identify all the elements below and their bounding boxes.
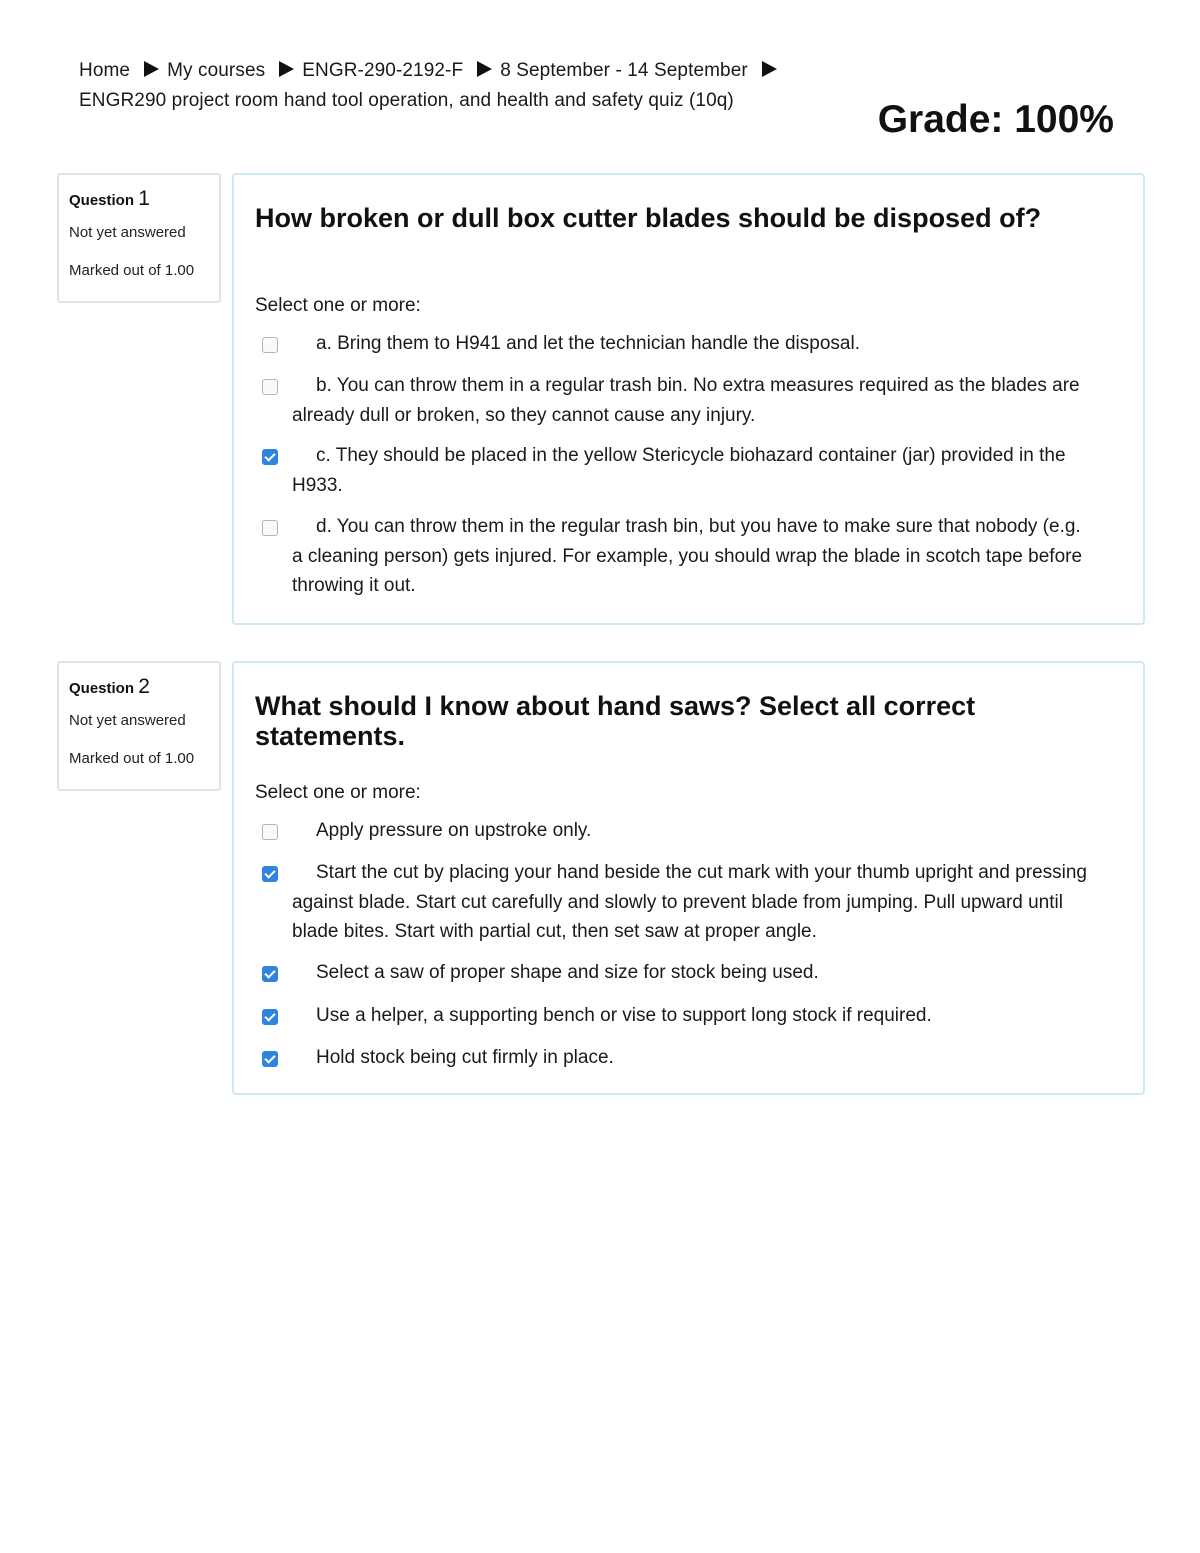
checkbox-checked-icon[interactable] [262, 1051, 278, 1067]
answer-prompt: Select one or more: [255, 295, 421, 316]
question-grade: Marked out of 1.00 [69, 750, 195, 767]
question-number [69, 185, 219, 215]
breadcrumb [79, 56, 839, 116]
breadcrumb-separator-icon [477, 61, 492, 77]
question-text: How broken or dull box cutter blades should be disposed of? [255, 203, 1042, 233]
checkbox-checked-icon[interactable] [262, 1009, 278, 1025]
question-1-content [232, 173, 1145, 625]
checkbox-unchecked-icon[interactable] [262, 379, 278, 395]
checkbox-unchecked-icon[interactable] [262, 824, 278, 840]
question-number [69, 673, 219, 703]
question-text: What should I know about hand saws? Select all correct statements. [255, 691, 976, 751]
answer-option-label: Select a saw of proper shape and size for stock being used. [316, 962, 819, 983]
question-state: Not yet answered [69, 712, 186, 729]
question-2-info [57, 661, 221, 791]
question-2-content [232, 661, 1145, 1095]
answer-option[interactable] [262, 1043, 1092, 1073]
answer-option-label: d. You can throw them in the regular trash bin, but you have to make sure that nobody (e.g. a cleaning person) gets injured. For example, you should wrap the blade in scotch tape before throwing it out. [292, 516, 1083, 596]
checkbox-checked-icon[interactable] [262, 966, 278, 982]
checkbox-checked-icon[interactable] [262, 866, 278, 882]
answer-option-label: Hold stock being cut firmly in place. [316, 1047, 614, 1068]
breadcrumb-separator-icon [144, 61, 159, 77]
answer-option[interactable] [262, 816, 1092, 846]
breadcrumb-my-courses-link[interactable]: My courses [167, 60, 266, 81]
answer-option-label: Apply pressure on upstroke only. [316, 820, 592, 841]
answer-option[interactable] [262, 1001, 1092, 1031]
breadcrumb-course-link[interactable]: ENGR-290-2192-F [302, 60, 464, 81]
breadcrumb-separator-icon [279, 61, 294, 77]
answer-option[interactable] [262, 858, 1092, 947]
grade-label: Grade: 100% [877, 98, 1114, 141]
question-number-value: 2 [138, 675, 150, 698]
answer-prompt: Select one or more: [255, 782, 421, 803]
answer-option[interactable] [262, 371, 1092, 430]
answer-option-label: Start the cut by placing your hand beside the cut mark with your thumb upright and pressing against blade. Start cut carefully and slowly to prevent blade from jumping. Pull upward until blade bites. Start with partial cut, then set saw at proper angle. [292, 862, 1087, 942]
breadcrumb-line [79, 56, 839, 86]
question-number-value: 1 [138, 187, 150, 210]
answer-option-label: c. They should be placed in the yellow Stericycle biohazard container (jar) provided in the H933. [292, 445, 1066, 496]
question-label: Question [69, 192, 135, 209]
breadcrumb-quiz-link[interactable]: ENGR290 project room hand tool operation, and health and safety quiz (10q) [79, 90, 734, 111]
answer-option[interactable] [262, 441, 1092, 500]
checkbox-unchecked-icon[interactable] [262, 337, 278, 353]
question-label: Question [69, 680, 135, 697]
answer-option-label: a. Bring them to H941 and let the technician handle the disposal. [316, 333, 860, 354]
answer-option[interactable] [262, 958, 1092, 988]
checkbox-checked-icon[interactable] [262, 449, 278, 465]
breadcrumb-separator-icon [762, 61, 777, 77]
answer-option[interactable] [262, 329, 1092, 359]
question-1-info [57, 173, 221, 303]
breadcrumb-week-link[interactable]: 8 September - 14 September [500, 60, 748, 81]
breadcrumb-home-link[interactable]: Home [79, 60, 131, 81]
answer-option-label: b. You can throw them in a regular trash bin. No extra measures required as the blades are already dull or broken, so they cannot cause any injury. [292, 375, 1080, 426]
checkbox-unchecked-icon[interactable] [262, 520, 278, 536]
question-grade: Marked out of 1.00 [69, 262, 195, 279]
answer-option[interactable] [262, 512, 1092, 601]
question-state: Not yet answered [69, 224, 186, 241]
answer-option-label: Use a helper, a supporting bench or vise to support long stock if required. [316, 1005, 932, 1026]
